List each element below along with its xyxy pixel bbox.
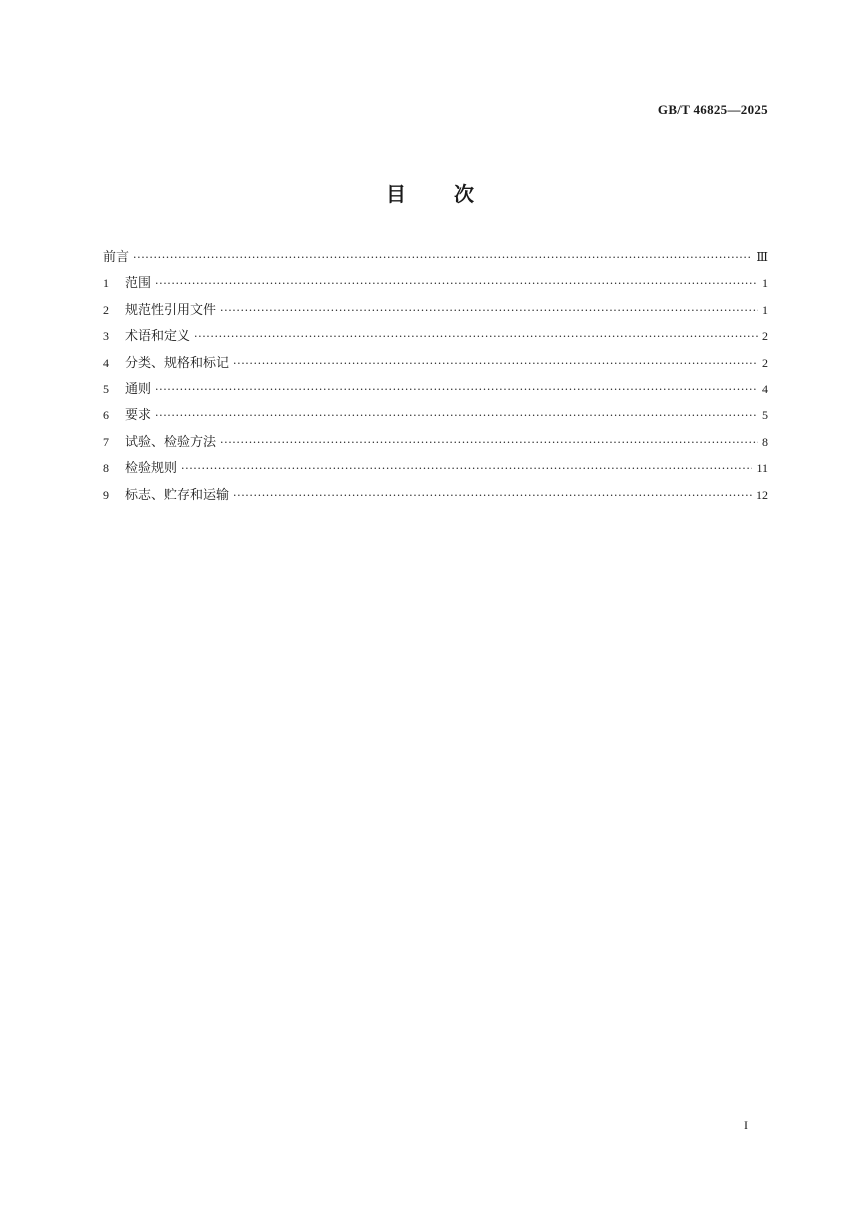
toc-entry-6[interactable] — [103, 402, 768, 428]
standard-code: GB/T 46825—2025 — [657, 102, 768, 117]
toc-entry-5[interactable] — [103, 376, 768, 402]
toc-entry-page: 2 — [762, 355, 768, 370]
toc-dot-leader — [220, 298, 758, 324]
page-number: I — [744, 1118, 748, 1132]
toc-entry-number: 9 — [103, 487, 109, 502]
toc-title-part2: 次 — [454, 182, 474, 206]
toc-entry-label: 范围 — [125, 276, 152, 292]
toc-entry-page: 4 — [762, 381, 768, 396]
toc-title-part1: 目 — [386, 182, 406, 206]
toc-dot-leader — [233, 351, 758, 377]
toc-dot-leader — [155, 403, 758, 429]
toc-dot-leader — [155, 377, 758, 403]
toc-entry-page: 5 — [762, 408, 768, 423]
toc-entry-label: 通则 — [125, 381, 152, 397]
toc-entry-label: 试验、检验方法 — [125, 434, 217, 450]
toc-entry-number: 1 — [103, 276, 109, 291]
toc-entry-page: 1 — [762, 276, 768, 291]
toc-dot-leader — [181, 456, 752, 482]
toc-entry-4[interactable] — [103, 350, 768, 376]
toc-entry-8[interactable] — [103, 455, 768, 481]
toc-entry-7[interactable] — [103, 429, 768, 455]
toc-entry-2[interactable] — [103, 297, 768, 323]
toc-entry-number: 3 — [103, 329, 109, 344]
toc-entry-number: 5 — [103, 381, 109, 396]
toc-entry-9[interactable] — [103, 482, 768, 508]
toc-entry-number: 4 — [103, 355, 109, 370]
toc-entry-page: Ⅲ — [756, 250, 768, 264]
toc-entry-label: 要求 — [125, 408, 152, 424]
toc-entry-page: 11 — [756, 461, 768, 476]
toc-entry-foreword[interactable] — [103, 244, 768, 270]
toc-entry-label: 标志、贮存和运输 — [125, 487, 230, 503]
toc-dot-leader — [155, 271, 758, 297]
toc-entry-page: 8 — [762, 434, 768, 449]
toc-entry-number: 7 — [103, 434, 109, 449]
toc-dot-leader — [194, 324, 758, 350]
toc-entry-number: 2 — [103, 302, 109, 317]
toc-entry-number: 6 — [103, 408, 109, 423]
toc-entry-page: 2 — [762, 329, 768, 344]
toc-entry-label: 分类、规格和标记 — [125, 355, 230, 371]
toc-dot-leader — [133, 245, 752, 271]
toc-entry-label: 术语和定义 — [125, 329, 191, 345]
toc-dot-leader — [220, 430, 758, 456]
toc-entry-3[interactable] — [103, 323, 768, 349]
toc-dot-leader — [233, 483, 752, 509]
toc-entry-page: 12 — [756, 487, 768, 502]
toc-entry-label: 前言 — [103, 250, 130, 265]
toc-title — [0, 178, 860, 207]
toc-entry-number: 8 — [103, 461, 109, 476]
toc-entry-label: 检验规则 — [125, 461, 178, 477]
toc-entry-page: 1 — [762, 302, 768, 317]
toc-entry-label: 规范性引用文件 — [125, 302, 217, 318]
toc-list — [103, 244, 768, 508]
toc-entry-1[interactable] — [103, 270, 768, 296]
